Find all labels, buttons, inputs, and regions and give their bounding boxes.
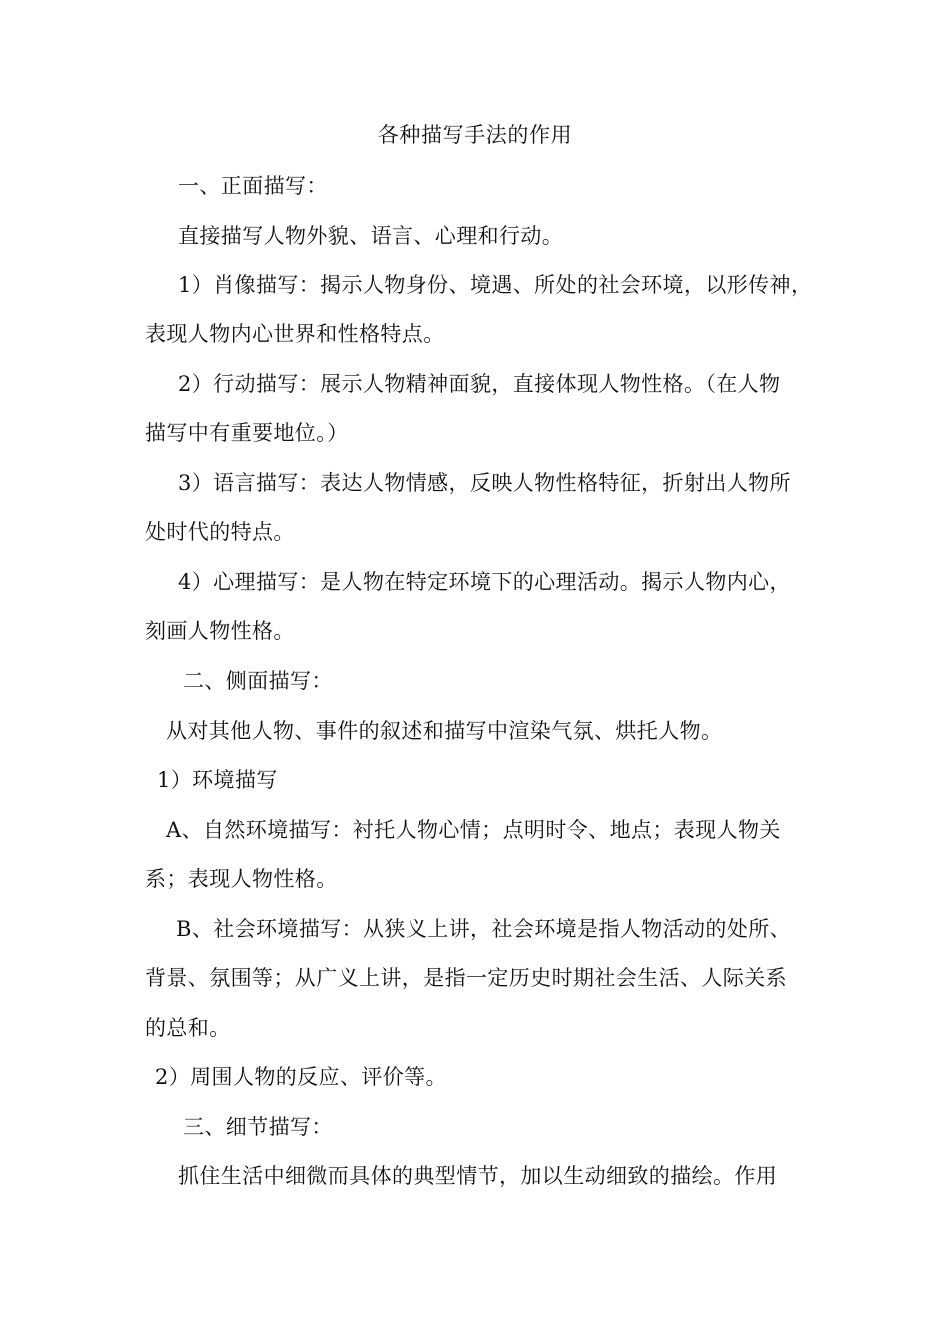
section-heading-detail: 三、细节描写： [183, 1115, 333, 1139]
paragraph-line: 背景、氛围等；从广义上讲，是指一定历史时期社会生活、人际关系 [145, 966, 787, 990]
paragraph-line: 抓住生活中细微而具体的典型情节，加以生动细致的描绘。作用 [178, 1164, 778, 1188]
paragraph-line: 2）周围人物的反应、评价等。 [155, 1065, 447, 1089]
paragraph-line: A、自然环境描写：衬托人物心情；点明时令、地点；表现人物关 [166, 818, 781, 842]
paragraph-line: 的总和。 [145, 1016, 231, 1040]
paragraph-line: 直接描写人物外貌、语言、心理和行动。 [178, 224, 564, 248]
paragraph-line: 4）心理描写：是人物在特定环境下的心理活动。揭示人物内心， [178, 570, 791, 594]
paragraph-line: 1）肖像描写：揭示人物身份、境遇、所处的社会环境，以形传神， [178, 273, 813, 297]
paragraph-line: 刻画人物性格。 [145, 619, 295, 643]
section-heading-front: 一、正面描写： [178, 174, 328, 198]
paragraph-line: 从对其他人物、事件的叙述和描写中渲染气氛、烘托人物。 [166, 719, 723, 743]
paragraph-line: 描写中有重要地位。） [145, 421, 349, 445]
paragraph-line: 表现人物内心世界和性格特点。 [145, 322, 445, 346]
page-title: 各种描写手法的作用 [377, 123, 573, 147]
section-heading-side: 二、侧面描写： [183, 669, 333, 693]
paragraph-line: B、社会环境描写：从狭义上讲，社会环境是指人物活动的处所、 [176, 917, 792, 941]
paragraph-line: 3）语言描写：表达人物情感，反映人物性格特征，折射出人物所 [178, 471, 791, 495]
paragraph-line: 系；表现人物性格。 [145, 867, 338, 891]
paragraph-line: 处时代的特点。 [145, 520, 295, 544]
paragraph-line: 1）环境描写 [157, 768, 278, 792]
paragraph-line: 2）行动描写：展示人物精神面貌，直接体现人物性格。（在人物 [178, 372, 781, 396]
